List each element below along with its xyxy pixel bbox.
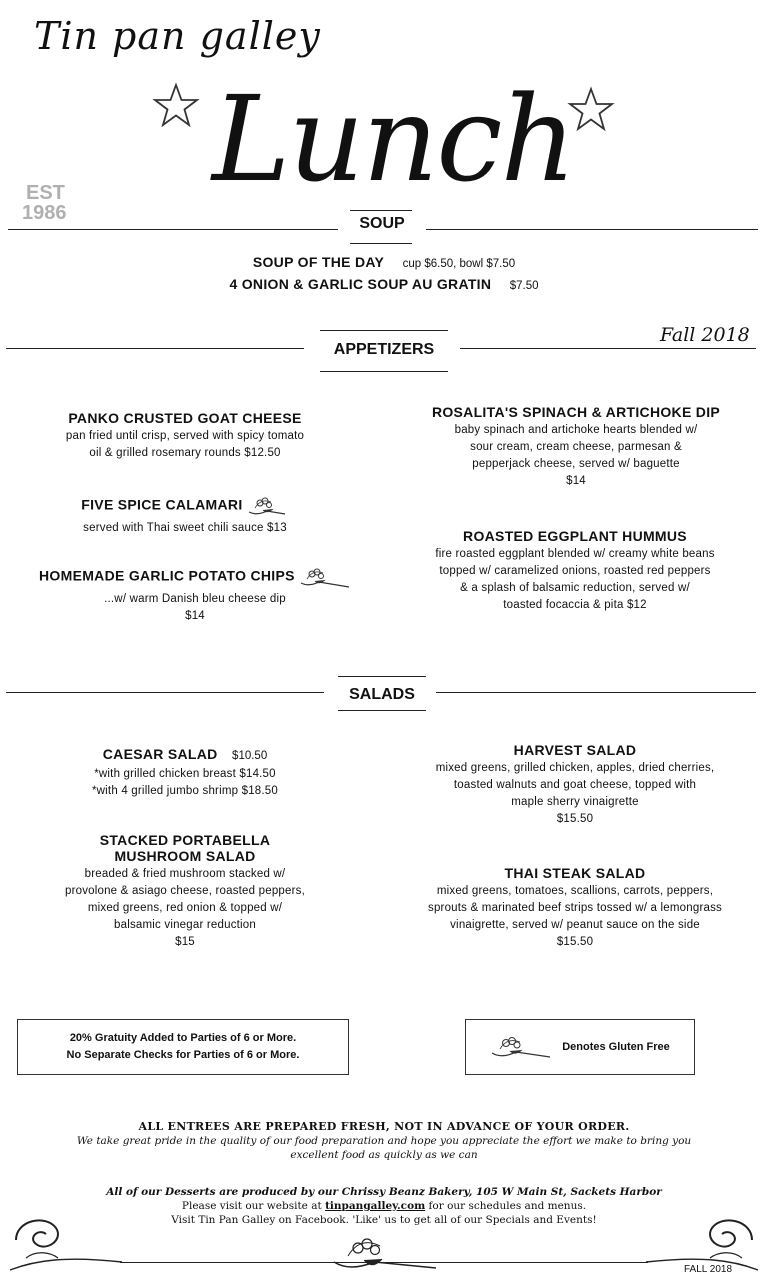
item-name: HOMEMADE GARLIC POTATO CHIPS bbox=[39, 567, 295, 584]
swirl-left-icon bbox=[6, 1200, 126, 1274]
appetizers-heading: APPETIZERS bbox=[333, 341, 435, 358]
gluten-free-icon bbox=[299, 565, 351, 589]
appetizers-box-top bbox=[320, 330, 448, 331]
item-desc: breaded & fried mushroom stacked w/ bbox=[84, 868, 286, 880]
soup-item-1 bbox=[0, 254, 768, 272]
item-name: ROSALITA'S SPINACH & ARTICHOKE DIP bbox=[431, 404, 721, 420]
item-desc: vinaigrette, served w/ peanut sauce on the side bbox=[450, 919, 700, 931]
salad-right-2 bbox=[390, 865, 760, 951]
item-price: $15.50 bbox=[556, 813, 594, 825]
soup-rule-right bbox=[426, 229, 758, 230]
soup-item-price: $7.50 bbox=[509, 280, 539, 292]
item-desc: toasted walnuts and goat cheese, topped with bbox=[453, 779, 697, 791]
item-desc: fire roasted eggplant blended w/ creamy white beans bbox=[435, 548, 715, 560]
appetizers-box-bottom bbox=[320, 371, 448, 372]
item-desc: sprouts & marinated beef strips tossed w/ a lemongrass bbox=[428, 902, 722, 914]
item-name: PANKO CRUSTED GOAT CHEESE bbox=[68, 410, 302, 426]
item-name: MUSHROOM SALAD bbox=[114, 848, 256, 864]
footer-website-post: for our schedules and menus. bbox=[425, 1200, 587, 1212]
soup-heading: SOUP bbox=[359, 215, 405, 232]
appetizer-right-1 bbox=[398, 404, 754, 490]
item-price: $14 bbox=[566, 475, 586, 487]
swirl-right-icon bbox=[642, 1200, 762, 1274]
season-label: Fall 2018 bbox=[660, 324, 750, 346]
est-year: 1986 bbox=[22, 202, 67, 224]
soup-rule-left bbox=[8, 229, 338, 230]
footer-statement: ALL ENTREES ARE PREPARED FRESH, NOT IN ADVANCE OF YOUR ORDER. bbox=[138, 1120, 630, 1133]
item-desc: mixed greens, grilled chicken, apples, dried cherries, bbox=[435, 762, 715, 774]
footer-bakery: All of our Desserts are produced by our Chrissy Beanz Bakery, 105 W Main St, Sackets Harbor bbox=[106, 1186, 662, 1198]
est-label: EST bbox=[26, 182, 65, 204]
salads-box-bottom bbox=[338, 710, 426, 711]
item-desc: baby spinach and artichoke hearts blended w/ bbox=[454, 424, 698, 436]
appetizer-right-2 bbox=[390, 528, 760, 614]
item-name: HARVEST SALAD bbox=[513, 742, 637, 758]
item-desc: mixed greens, red onion & topped w/ bbox=[87, 902, 283, 914]
item-name-row bbox=[20, 746, 350, 764]
salads-rule-left bbox=[6, 692, 324, 693]
soup-item-price: cup $6.50, bowl $7.50 bbox=[402, 258, 516, 270]
item-name: THAI STEAK SALAD bbox=[504, 865, 646, 881]
brand-name: Tin pan galley bbox=[34, 14, 321, 58]
item-desc: mixed greens, tomatoes, scallions, carrots, peppers, bbox=[436, 885, 714, 897]
soup-box-bottom bbox=[350, 243, 412, 244]
gratuity-line-1: 20% Gratuity Added to Parties of 6 or More. bbox=[69, 1032, 297, 1044]
item-price: $15 bbox=[175, 936, 195, 948]
item-price: $15.50 bbox=[556, 936, 594, 948]
soup-item-2 bbox=[0, 276, 768, 294]
item-desc: maple sherry vinaigrette bbox=[511, 796, 639, 808]
item-desc: & a splash of balsamic reduction, served w/ bbox=[460, 582, 690, 594]
item-name: STACKED PORTABELLA bbox=[99, 832, 271, 848]
soup-item-name: SOUP OF THE DAY bbox=[252, 254, 385, 270]
footer-pride-line-2: excellent food as quickly as we can bbox=[290, 1149, 478, 1161]
item-desc: provolone & asiago cheese, roasted peppers, bbox=[64, 885, 306, 897]
appetizers-rule-left bbox=[6, 348, 304, 349]
salads-box-top bbox=[338, 676, 426, 677]
soup-box-top bbox=[350, 210, 412, 211]
item-price: $10.50 bbox=[232, 750, 268, 762]
gluten-free-legend bbox=[465, 1019, 695, 1075]
appetizer-left-2 bbox=[20, 494, 350, 537]
footer-facebook: Visit Tin Pan Galley on Facebook. 'Like' us to get all of our Specials and Events! bbox=[171, 1214, 597, 1226]
item-desc: oil & grilled rosemary rounds $12.50 bbox=[89, 447, 281, 459]
salads-rule-right bbox=[436, 692, 756, 693]
item-desc: ...w/ warm Danish bleu cheese dip bbox=[104, 593, 286, 605]
gluten-free-icon bbox=[247, 494, 289, 518]
website-link[interactable]: tinpangalley.com bbox=[325, 1200, 426, 1212]
item-desc: pan fried until crisp, served with spicy tomato bbox=[65, 430, 305, 442]
gluten-free-label: Denotes Gluten Free bbox=[562, 1040, 670, 1053]
item-name-row bbox=[20, 494, 350, 518]
item-desc: topped w/ caramelized onions, roasted red peppers bbox=[439, 565, 711, 577]
item-desc: sour cream, cream cheese, parmesan & bbox=[470, 441, 682, 453]
item-name-row bbox=[20, 565, 370, 589]
gluten-free-icon bbox=[330, 1232, 440, 1276]
salads-heading: SALADS bbox=[349, 686, 415, 703]
salad-left-2 bbox=[20, 832, 350, 951]
item-desc: balsamic vinegar reduction bbox=[114, 919, 256, 931]
item-price: $14 bbox=[185, 610, 205, 622]
star-left-icon bbox=[152, 82, 200, 130]
item-name: ROASTED EGGPLANT HUMMUS bbox=[463, 528, 687, 544]
item-desc: *with grilled chicken breast $14.50 bbox=[94, 768, 276, 780]
footer-season: FALL 2018 bbox=[684, 1264, 733, 1275]
appetizers-rule-right bbox=[460, 348, 756, 349]
appetizer-left-1 bbox=[20, 410, 350, 462]
item-name: FIVE SPICE CALAMARI bbox=[81, 496, 243, 513]
item-desc: pepperjack cheese, served w/ baguette bbox=[472, 458, 680, 470]
salad-right-1 bbox=[390, 742, 760, 828]
item-desc: toasted focaccia & pita $12 bbox=[503, 599, 647, 611]
appetizer-left-3 bbox=[20, 565, 370, 625]
footer-pride-line: We take great pride in the quality of our food preparation and hope you appreciate the effort we make to bring you bbox=[76, 1135, 692, 1147]
menu-title: Lunch bbox=[212, 70, 575, 208]
item-desc: served with Thai sweet chili sauce $13 bbox=[83, 522, 287, 534]
soup-item-name: 4 ONION & GARLIC SOUP AU GRATIN bbox=[229, 276, 492, 292]
gratuity-notice bbox=[17, 1019, 349, 1075]
salad-left-1 bbox=[20, 746, 350, 800]
gluten-free-icon bbox=[490, 1033, 552, 1061]
footer-website-pre: Please visit our website at bbox=[181, 1200, 326, 1212]
item-name: CAESAR SALAD bbox=[102, 746, 218, 762]
gratuity-line-2: No Separate Checks for Parties of 6 or More. bbox=[66, 1049, 300, 1061]
item-desc: *with 4 grilled jumbo shrimp $18.50 bbox=[92, 785, 278, 797]
